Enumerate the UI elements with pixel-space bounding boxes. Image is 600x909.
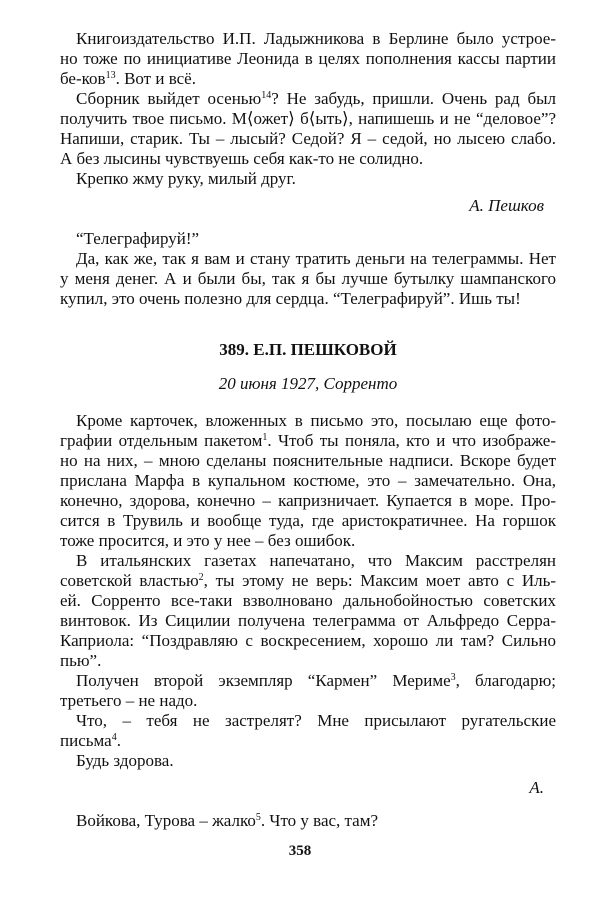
text-line [60, 811, 556, 831]
letter-heading: 389. Е.П. ПЕШКОВОЙ [219, 340, 397, 359]
paragraph [60, 551, 556, 671]
footnote-ref: 13 [105, 70, 116, 81]
text-line [60, 431, 556, 451]
text-line [60, 591, 556, 611]
text-run: А без лысины чувствуешь себя как-то не солидно. [60, 149, 424, 168]
page-number: 358 [288, 843, 312, 859]
footnote-ref: 14 [261, 90, 272, 101]
text-run: получить твое письмо. М⟨ожет⟩ б⟨ыть⟩, напишешь и не “деловое”? [60, 109, 556, 128]
text-run: письма [60, 731, 112, 750]
text-line [60, 269, 556, 289]
text-run: ? Не забудь, пришли. Очень рад был [271, 89, 556, 108]
text-line [60, 229, 556, 249]
text-line [60, 49, 556, 69]
text-run: пью”. [60, 651, 102, 670]
text-line [60, 109, 556, 129]
text-line [60, 731, 556, 751]
signature: А. [529, 778, 544, 797]
paragraph [60, 751, 556, 771]
text-run: Получен второй экземпляр “Кармен” Мериме [76, 671, 451, 690]
text-line [60, 691, 556, 711]
text-line [60, 129, 556, 149]
text-line [60, 289, 556, 309]
text-run: Напиши, старик. Ты – лысый? Седой? Я – седой, но лысею слабо. [60, 129, 556, 148]
text-line [60, 249, 556, 269]
text-run: третьего – не надо. [60, 691, 198, 710]
text-run: у меня денег. А и были бы, так я бы лучше бутылку шампанского [60, 269, 556, 288]
text-run: Каприола: “Поздравляю с воскресением, хорошо ли там? Сильно [60, 631, 556, 650]
text-run: , ты этому не верь: Максим моет авто с Иль- [203, 571, 556, 590]
page-text [60, 29, 556, 831]
text-run: В итальянских газетах напечатано, что Максим расстрелян [76, 551, 556, 570]
paragraph [60, 711, 556, 751]
text-run: . Чтоб ты поняла, кто и что изображе- [267, 431, 556, 450]
paragraph [60, 671, 556, 711]
text-run: сится в Трувиль и вообще туда, где аристократичнее. На горшок [60, 511, 556, 530]
paragraph [60, 249, 556, 309]
paragraph [60, 229, 556, 249]
text-line [60, 29, 556, 49]
text-run: . Вот и всё. [115, 69, 196, 88]
paragraph [60, 811, 556, 831]
text-run: графии отдельным пакетом [60, 431, 263, 450]
text-line [60, 511, 556, 531]
footnote-ref: 4 [111, 732, 117, 743]
text-line [60, 451, 556, 471]
paragraph [60, 411, 556, 551]
text-line [60, 551, 556, 571]
text-run: купил, это очень полезно для сердца. “Телеграфируй”. Ишь ты! [60, 289, 521, 308]
text-run: тоже просится, и это у нее – без ошибок. [60, 531, 356, 550]
text-run: ей. Сорренто все-таки взволновано дальнобойностью советских [60, 591, 556, 610]
paragraph [60, 89, 556, 169]
text-line [60, 149, 556, 169]
text-line [60, 631, 556, 651]
text-line [60, 611, 556, 631]
text-run: Книгоиздательство И.П. Ладыжникова в Берлине было устрое- [76, 29, 556, 48]
text-line [60, 531, 556, 551]
text-line [60, 671, 556, 691]
text-run: Сборник выйдет осенью [76, 89, 262, 108]
text-run: . Что у вас, там? [260, 811, 379, 830]
text-line [60, 711, 556, 731]
text-line [60, 571, 556, 591]
text-line [60, 411, 556, 431]
text-line [60, 169, 556, 189]
text-run: Крепко жму руку, милый друг. [76, 169, 296, 188]
text-run: но тоже по инициативе Леонида в целях пополнения кассы партии [60, 49, 556, 68]
text-run: Что, – тебя не застрелят? Мне присылают ругательские [76, 711, 556, 730]
text-line [60, 491, 556, 511]
text-run: , благодарю; [455, 671, 556, 690]
text-line [60, 69, 556, 89]
text-run: прислана Марфа в купальном костюме, это – замечательно. Она, [60, 471, 556, 490]
footnote-ref: 2 [198, 572, 204, 583]
text-run: конечно, здорова, конечно – капризничает. Купается в море. Про- [60, 491, 556, 510]
text-run: Будь здорова. [76, 751, 174, 770]
paragraph [60, 169, 556, 189]
footnote-ref: 5 [255, 812, 261, 823]
text-line [60, 471, 556, 491]
text-line [60, 751, 556, 771]
text-run: “Телеграфируй!” [76, 229, 200, 248]
paragraph [60, 29, 556, 89]
footnote-ref: 1 [262, 432, 268, 443]
text-run: Кроме карточек, вложенных в письмо это, посылаю еще фото- [76, 411, 556, 430]
text-line [60, 651, 556, 671]
signature: А. Пешков [469, 196, 544, 215]
text-run: винтовок. Из Сицилии получена телеграмма от Альфредо Серра- [60, 611, 556, 630]
text-run: Да, как же, так я вам и стану тратить деньги на телеграммы. Нет [76, 249, 556, 268]
letter-date: 20 июня 1927, Сорренто [218, 374, 398, 393]
text-run: но на них, – мною сделаны пояснительные надписи. Вскоре будет [60, 451, 556, 470]
text-line [60, 89, 556, 109]
text-run: советской властью [60, 571, 199, 590]
text-run: бе-ков [60, 69, 106, 88]
text-run: . [116, 731, 121, 750]
text-run: Войкова, Турова – жалко [76, 811, 256, 830]
footnote-ref: 3 [450, 672, 456, 683]
